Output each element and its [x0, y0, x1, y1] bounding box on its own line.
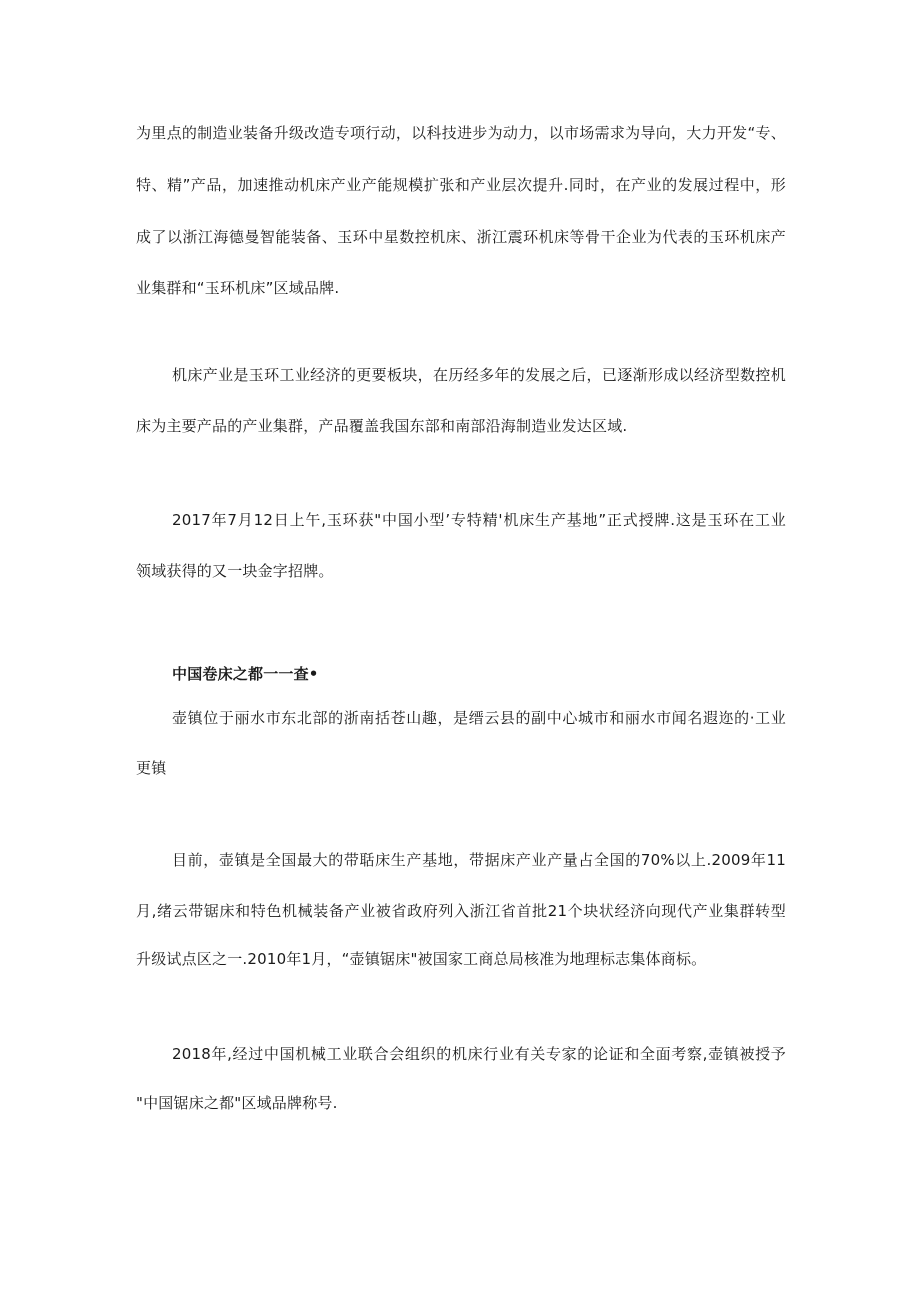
paragraph-4-line-1: 壶镇位于丽水市东北部的浙南括苍山趣，是缙云县的副中心城市和丽水市闻名遐迩的·工业: [172, 709, 786, 727]
paragraph-5-line-3: 升级试点区之一.2010年1月，“壶镇锯床"被国家工商总局核准为地理标志集体商标。: [136, 950, 707, 968]
paragraph-4-line-2: 更镇: [136, 759, 167, 777]
paragraph-1-line-1: 为里点的制造业装备升级改造专项行动，以科技进步为动力，以市场需求为导向，大力开发“专、: [136, 124, 786, 142]
paragraph-2-line-2: 床为主要产品的产业集群，产品覆盖我国东部和南部沿海制造业发达区域.: [136, 417, 628, 435]
paragraph-6-line-1: 2018年,经过中国机械工业联合会组织的机床行业有关专家的论证和全面考察,壶镇被授予: [172, 1045, 786, 1063]
paragraph-2-line-1: 机床产业是玉环工业经济的更要板块，在历经多年的发展之后，已逐渐形成以经济型数控机: [172, 366, 786, 384]
section-heading: 中国卷床之都一一查•: [172, 665, 319, 683]
paragraph-1-line-3: 成了以浙江海德曼智能装备、玉环中星数控机床、浙江震环机床等骨干企业为代表的玉环机床产: [136, 228, 786, 246]
paragraph-6-line-2: "中国锯床之都"区域品牌称号.: [136, 1094, 338, 1112]
paragraph-3-line-2: 领域获得的又一块金字招牌。: [136, 562, 334, 580]
paragraph-1-line-4: 业集群和“玉环机床”区域品牌.: [136, 279, 340, 297]
paragraph-3-line-1: 2017年7月12日上午,玉环获"中国小型’专特精'机床生产基地”正式授牌.这是玉环在工业: [172, 511, 786, 529]
paragraph-5-line-2: 月,绪云带锯床和特色机械装备产业被省政府列入浙江省首批21个块状经济向现代产业集群转型: [136, 902, 786, 920]
paragraph-5-line-1: 目前，壶镇是全国最大的带聒床生产基地，带据床产业产量占全国的70%以上.2009年11: [172, 851, 786, 869]
paragraph-1-line-2: 特、精”产品，加速推动机床产业产能规模扩张和产业层次提升.同时，在产业的发展过程中，形: [136, 176, 786, 194]
